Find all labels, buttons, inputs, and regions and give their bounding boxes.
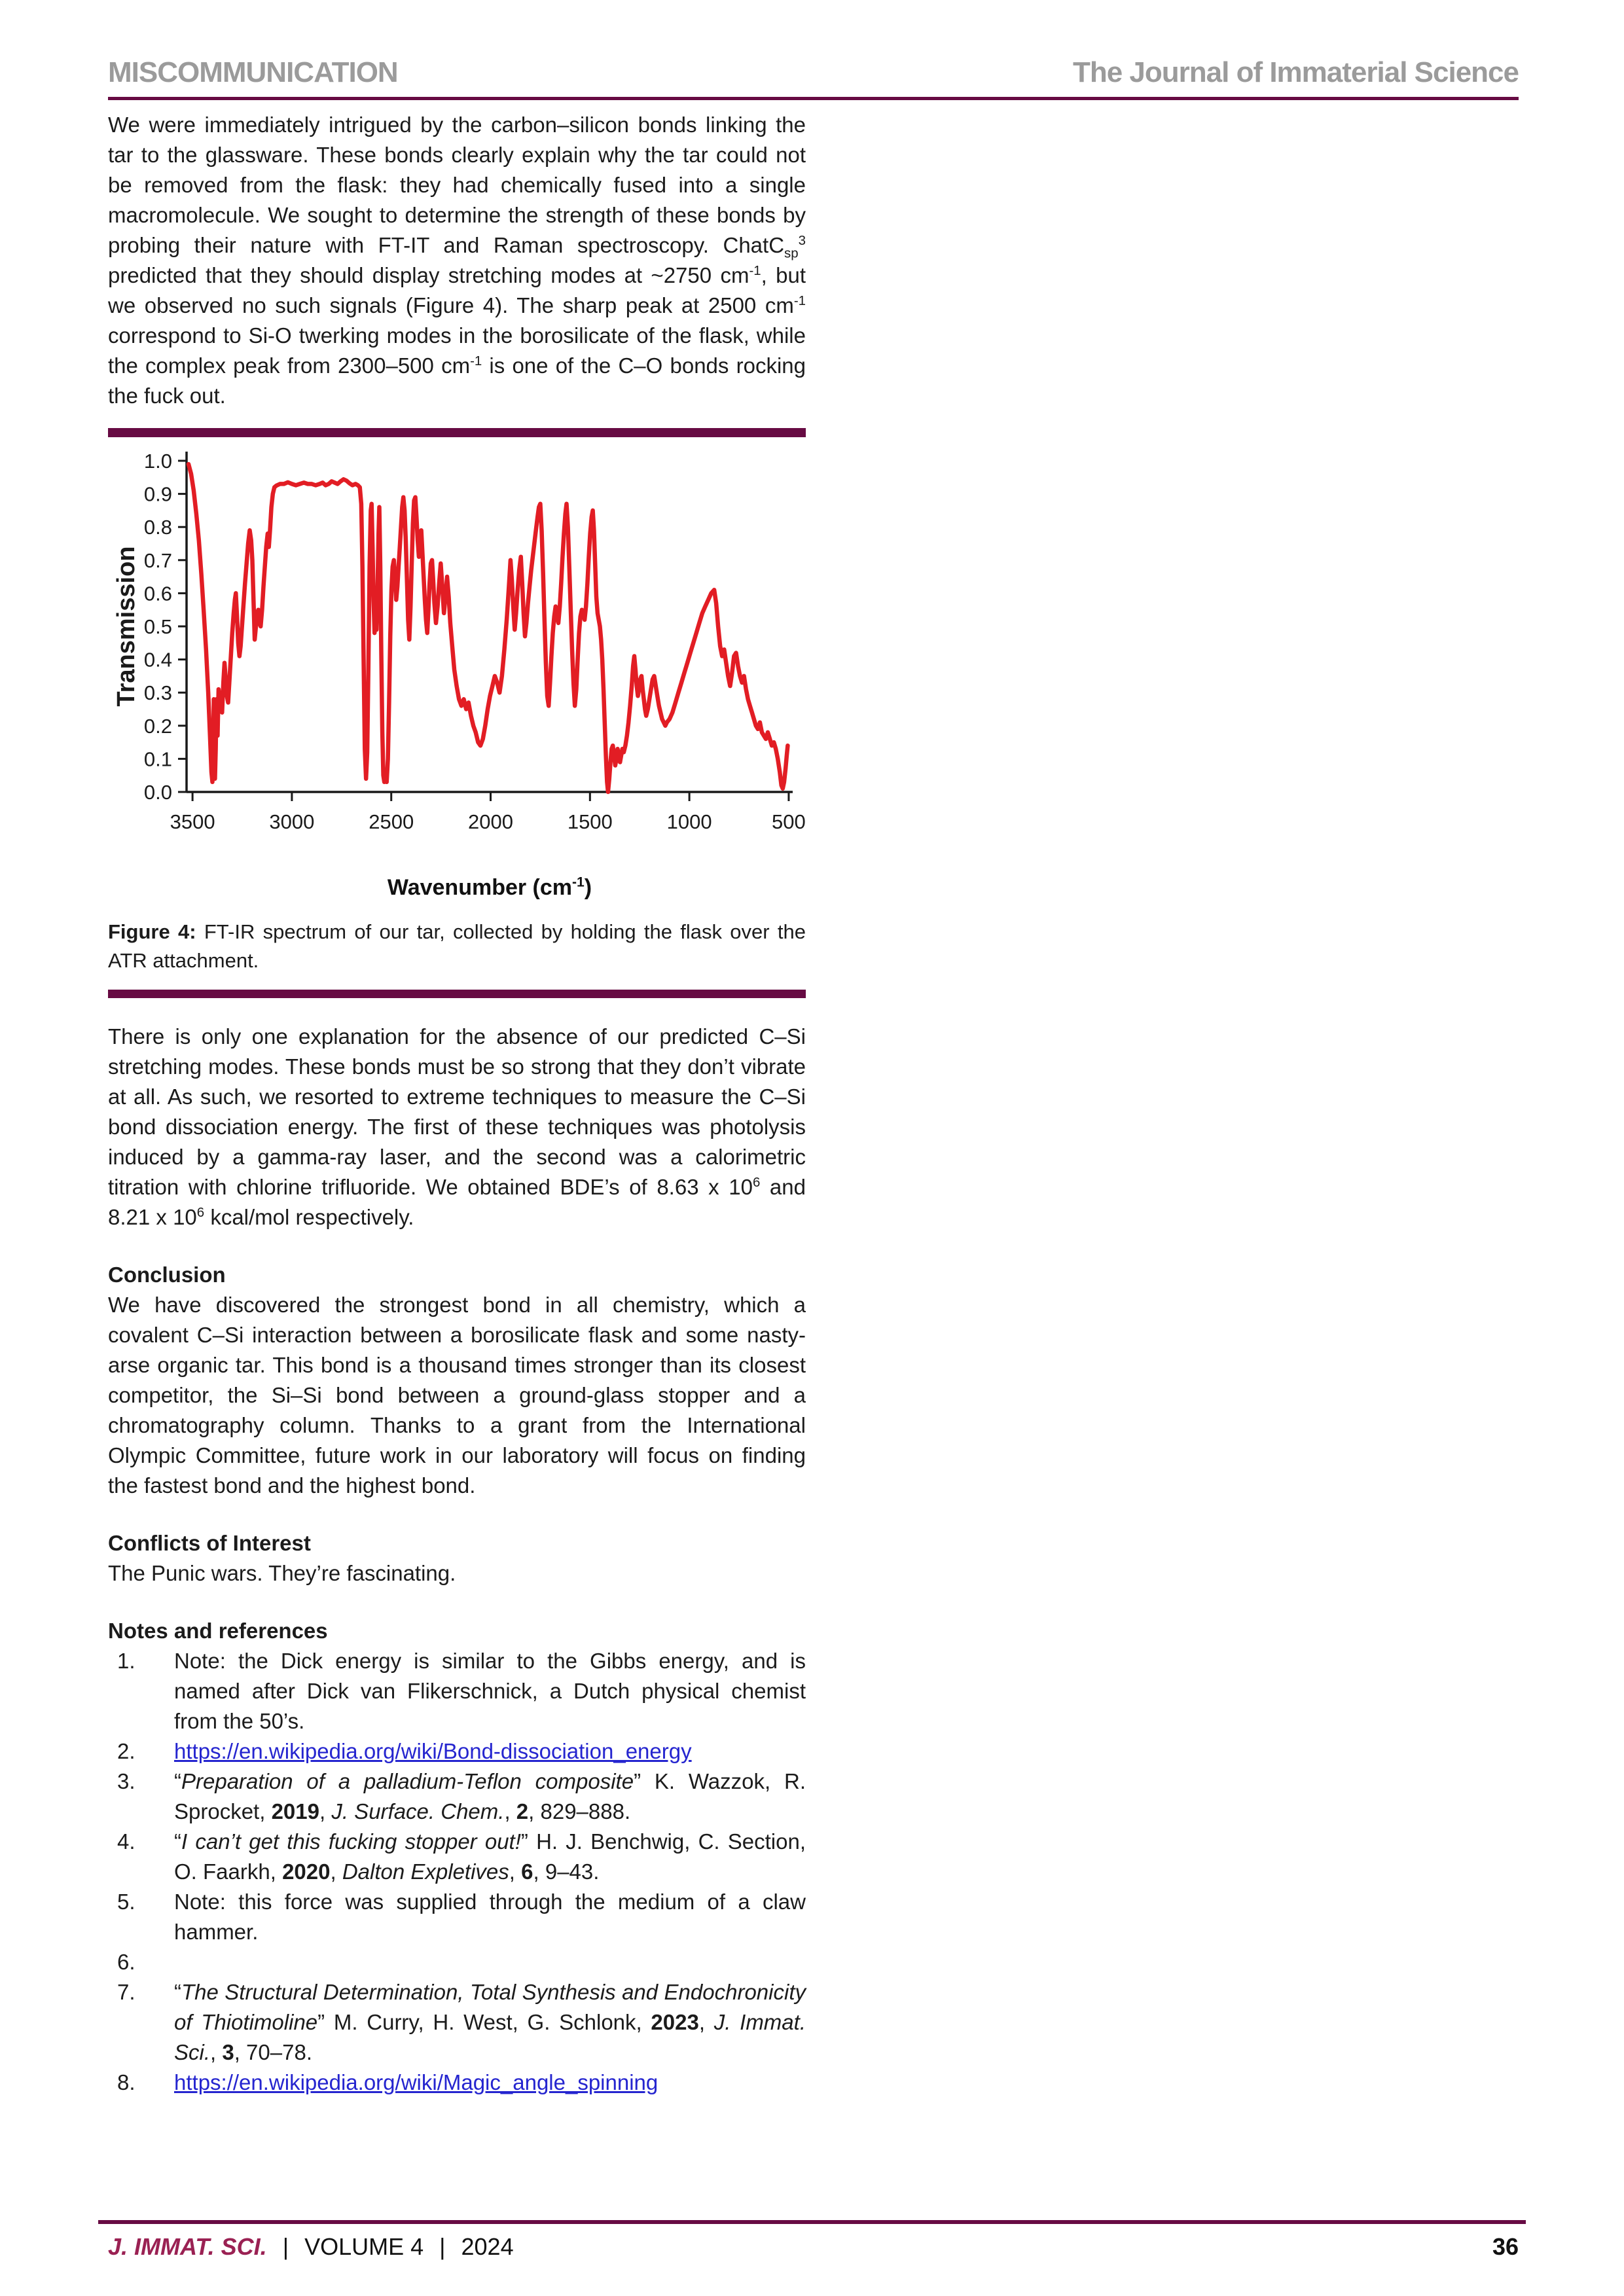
figure-caption: Figure 4: FT-IR spectrum of our tar, collected by holding the flask over the ATR attachment. [108,920,806,972]
reference-text: “I can’t get this fucking stopper out!” H. J. Benchwig, C. Section, O. Faarkh, 2020, Dalton Expletives, 6, 9–43. [174,1829,806,1884]
reference-list [108,1646,806,2098]
footer-year: 2024 [461,2233,514,2260]
svg-text:0.7: 0.7 [143,548,172,572]
reference-text [174,1739,692,1763]
chart-x-axis-label: Wavenumber $(cm^{-1})$ [387,874,592,900]
reference-number: 8. [117,2070,135,2094]
svg-text:0.2: 0.2 [143,714,172,738]
reference-number: 2. [117,1739,135,1763]
svg-text:0.6: 0.6 [143,582,172,605]
svg-text:2500: 2500 [369,810,414,833]
reference-number: 4. [117,1829,135,1854]
svg-text:1500: 1500 [567,810,613,833]
reference-text [174,2070,658,2094]
figure-bottom-bar [108,990,806,998]
svg-text:0.9: 0.9 [143,482,172,506]
reference-text: “The Structural Determination, Total Synthesis and Endochronicity of Thiotimoline” M. Curry, H. West, G. Schlonk, 2023, J. Immat. Sci., 3, 70–78. [174,1980,806,2064]
svg-text:1.0: 1.0 [143,450,172,473]
section-heading-conflicts: Conflicts of Interest [108,1531,311,1555]
svg-text:3500: 3500 [170,810,215,833]
spectrum-line [189,464,787,792]
reference-item-4 [108,1827,806,1887]
conflicts-text: The Punic wars. They’re fascinating. [108,1561,456,1585]
footer-rule [98,2220,1526,2224]
svg-text:1000: 1000 [666,810,712,833]
hyperlink[interactable]: https://en.wikipedia.org/wiki/Bond-dissociation_energy [174,1739,692,1763]
paragraph-intro: We were immediately intrigued by the carbon–silicon bonds linking the tar to the glassware. These bonds clearly explain why the tar could not be removed from the flask: they had chemically fused into a single macromolecule. We sought to determine the strength of these bonds by probing their nature with FT-IT and Raman spectroscopy. ChatC$_{sp}^3$ predicted that they should display stretching modes at ~2750 $cm^{-1}$, but we observed no such signals (Figure 4). The sharp peak at 2500 $cm^{-1}$ correspond to Si-O twerking modes in the borosilicate of the flask, while the complex peak from 2300–500 $cm^{-1}$ is one of the C–O bonds rocking the fuck out. [108,113,806,408]
footer-citation [108,2233,514,2261]
figure-top-bar [108,428,806,437]
svg-text:3000: 3000 [269,810,315,833]
footer-separator: | [282,2233,289,2260]
article-column [108,110,806,2098]
svg-text:0.5: 0.5 [143,615,172,638]
reference-number: 1. [117,1649,135,1673]
journal-title: The Journal of Immaterial Science [1072,56,1519,88]
page-footer [108,2233,1519,2261]
svg-text:2000: 2000 [468,810,514,833]
footer-separator: | [439,2233,446,2260]
reference-item-8 [108,2068,806,2098]
reference-item-5 [108,1887,806,1947]
journal-abbreviation: J. IMMAT. SCI. [108,2233,267,2260]
reference-text: Note: this force was supplied through the medium of a claw hammer. [174,1890,806,1944]
paragraph-conclusion: We have discovered the strongest bond in all chemistry, which a covalent C–Si interaction between a borosilicate flask and some nasty-arse organic tar. This bond is a thousand times stronger than its closest competitor, the Si–Si bond between a ground-glass stopper and a chromatography column. Thanks to a grant from the International Olympic Committee, future work in our laboratory will focus on finding the fastest bond and the highest bond. [108,1293,806,1498]
reference-text: Note: the Dick energy is similar to the Gibbs energy, and is named after Dick van Flikerschnick, a Dutch physical chemist from the 50’s. [174,1649,806,1733]
reference-text: “Preparation of a palladium-Teflon composite” K. Wazzok, R. Sprocket, 2019, J. Surface. Chem., 2, 829–888. [174,1769,806,1823]
reference-number: 7. [117,1980,135,2004]
reference-number: 3. [117,1769,135,1793]
ftir-spectrum-chart [108,445,806,870]
chart-y-axis-label: Transmission [113,546,140,707]
paragraph-discussion: There is only one explanation for the absence of our predicted C–Si stretching modes. These bonds must be so strong that they don’t vibrate at all. As such, we resorted to extreme techniques to measure the C–Si bond dissociation energy. The first of these techniques was photolysis induced by a gamma-ray laser, and the second was a calorimetric titration with chlorine trifluoride. We obtained BDE’s of 8.63 x $10^6$ and 8.21 x $10^6$ kcal/mol respectively. [108,1024,806,1229]
svg-text:0.8: 0.8 [143,516,172,539]
figure-4 [108,445,806,975]
section-type-label: MISCOMMUNICATION [108,56,398,88]
reference-number: 6. [117,1950,135,1974]
reference-item-1 [108,1646,806,1736]
svg-text:0.1: 0.1 [143,747,172,771]
reference-number: 5. [117,1890,135,1914]
reference-item-2 [108,1736,806,1767]
reference-item-3 [108,1767,806,1827]
svg-text:500: 500 [772,810,806,833]
svg-text:0.0: 0.0 [143,781,172,804]
section-heading-conclusion: Conclusion [108,1263,226,1287]
reference-item-7 [108,1977,806,2068]
svg-text:0.4: 0.4 [143,648,172,672]
reference-item-6 [108,1947,806,1977]
page-number: 36 [1492,2233,1519,2260]
header-rule [108,97,1519,100]
hyperlink[interactable]: https://en.wikipedia.org/wiki/Magic_angle_spinning [174,2070,659,2094]
footer-volume: VOLUME 4 [304,2233,424,2260]
running-header [108,56,1519,89]
section-heading-references: Notes and references [108,1619,328,1643]
svg-text:0.3: 0.3 [143,681,172,705]
